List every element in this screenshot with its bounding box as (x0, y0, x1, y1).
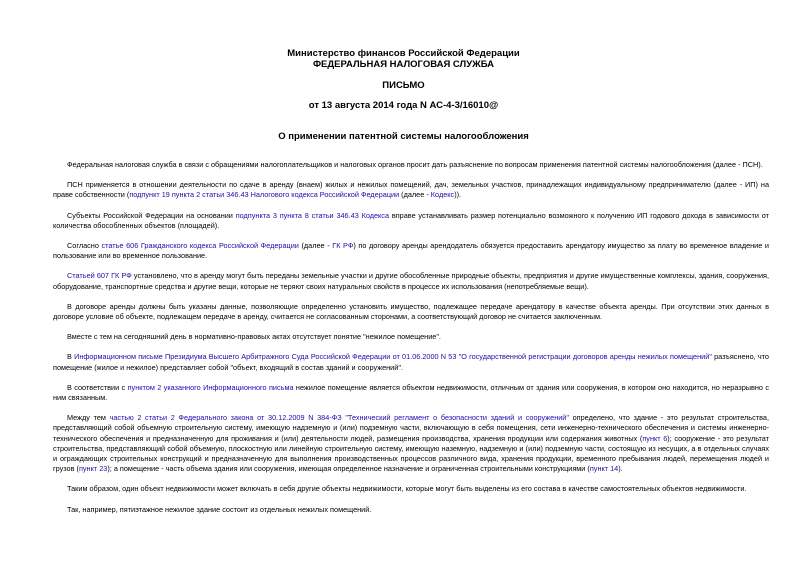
paragraph-text: нежилое помещение является объектом недвижимости, отличным от здания или сооружения, в котором оно находится, но неразрывно с ним связанным. (53, 382, 769, 403)
document-link[interactable]: пункт 23 (78, 464, 108, 474)
document-link[interactable]: пункт 6 (642, 433, 668, 443)
document-link[interactable]: подпункта 3 пункта 8 статьи 346.43 Кодекса (235, 210, 390, 220)
document-link[interactable]: Информационном письме Президиума Высшего Арбитражного Суда Российской Федерации от 01.06.2000 N 53 "О государственной регистрации договоров аренды нежилых помещений" (74, 352, 712, 362)
paragraph-text: определено, что здание - это результат строительства, представляющий собой объемную строительную систему, имеющую надземную и (или) подземную части, включающую в себя помещения, сети инженерно-технического обеспечения и системы инженерно-технического обеспечения и предназначенную для проживания и (или) деятельности людей, размещения производства, хранения продукции или содержания животных ( (53, 413, 769, 443)
document-subject: О применении патентной системы налогообложения (278, 131, 529, 142)
paragraph-text: Между тем (67, 413, 110, 423)
document-date-number: от 13 августа 2014 года N АС-4-3/16010@ (308, 100, 499, 111)
paragraph (53, 383, 769, 403)
document-link[interactable]: Статьей 607 ГК РФ (67, 271, 132, 281)
paragraph-text: Федеральная налоговая служба в связи с обращениями налогоплательщиков и налоговых органов просит дать разъяснение по вопросам применения патентной системы налогообложения (далее - ПСН). (67, 160, 763, 169)
paragraph-text: (далее - (298, 241, 333, 251)
document-link[interactable]: подпункт 19 пункта 2 статьи 346.43 Налогового кодекса Российской Федерации (129, 190, 400, 200)
paragraph-text: Согласно (67, 241, 102, 251)
service-title: ФЕДЕРАЛЬНАЯ НАЛОГОВАЯ СЛУЖБА (312, 59, 495, 70)
paragraph (53, 271, 769, 291)
paragraph-text: )). (454, 190, 462, 200)
paragraph (53, 302, 769, 322)
paragraph-text: Вместе с тем на сегодняшний день в нормативно-правовых актах отсутствует понятие "нежилое помещение". (67, 332, 441, 342)
paragraph (53, 505, 769, 515)
paragraph-text: (далее - (399, 190, 431, 200)
paragraph-text: В договоре аренды должны быть указаны данные, позволяющие определенно установить имущество, подлежащее передаче арендатору в качестве объекта аренды. При отсутствии этих данных в договоре условие об объекте, подлежащем передаче в аренду, считается не согласованным сторонами, а соответствующий договор не считается заключенным. (53, 301, 769, 322)
document-link[interactable]: пункт 14 (589, 464, 619, 474)
document-body (53, 160, 769, 525)
paragraph-text: установлено, что в аренду могут быть переданы земельные участки и другие обособленные природные объекты, предприятия и другие имущественные комплексы, здания, сооружения, оборудование, транспортные средства и другие вещи, которые не теряют своих натуральных свойств в процессе их использования (непотребляемые вещи). (53, 271, 769, 291)
paragraph (53, 211, 769, 231)
paragraph-text: ); а помещение - часть объема здания или сооружения, имеющая определенное назначение и ограниченная строительными конструкциями ( (107, 464, 590, 474)
paragraph (53, 413, 769, 474)
paragraph-text: В соответствии с (67, 382, 128, 392)
paragraph-text: ); сооружение - это результат строительства, представляющий собой объемную, плоскостную или линейную строительную систему, имеющую наземную, надземную и (или) подземную части, состоящую из несущих, а в отдельных случаях и ограждающих строительных конструкций и предназначенную для выполнения производственных процессов различного вида, хранения продукции, временного пребывания людей, перемещения людей и грузов ( (53, 433, 769, 474)
paragraph-text: В (67, 352, 75, 362)
paragraph-text: Субъекты Российской Федерации на основании (67, 210, 236, 220)
document-link[interactable]: частью 2 статьи 2 Федерального закона от 30.12.2009 N 384-ФЗ "Технический регламент о безопасности зданий и сооружений" (109, 413, 569, 423)
paragraph-text: Так, например, пятиэтажное нежилое здание состоит из отдельных нежилых помещений. (67, 504, 372, 514)
document-type: ПИСЬМО (382, 80, 425, 91)
document-link[interactable]: ГК РФ (332, 241, 354, 251)
paragraph-text: вправе устанавливать размер потенциально возможного к получению ИП годового дохода в зависимости от количества обособленных объектов (площадей). (53, 210, 769, 230)
document-link[interactable]: статье 606 Гражданского кодекса Российской Федерации (101, 241, 299, 251)
paragraph-text: Таким образом, один объект недвижимости может включать в себя другие объекты недвижимости, которые могут быть выделены из его состава в качестве самостоятельных объектов недвижимости. (67, 484, 747, 494)
document-link[interactable]: пунктом 2 указанного Информационного письма (127, 382, 294, 392)
paragraph-text: ) по договору аренды арендодатель обязуется предоставить арендатору имущество за плату во временное владение и пользование или во временное пользование. (53, 241, 769, 261)
paragraph (53, 332, 769, 342)
document-link[interactable]: Кодекс (430, 190, 455, 200)
paragraph (53, 484, 769, 494)
paragraph (53, 241, 769, 261)
paragraph (53, 160, 769, 170)
paragraph (53, 352, 769, 372)
ministry-title: Министерство финансов Российской Федерации (287, 48, 520, 59)
paragraph-text: ПСН применяется в отношении деятельности по сдаче в аренду (внаем) жилых и нежилых помещений, дач, земельных участков, принадлежащих индивидуальному предпринимателю (далее - ИП) на праве собственности ( (53, 180, 769, 200)
paragraph-text: ). (618, 464, 623, 474)
paragraph-text: разъяснено, что помещение (жилое и нежилое) представляет собой "объект, входящий в состав зданий и сооружений". (53, 352, 769, 372)
paragraph (53, 180, 769, 200)
